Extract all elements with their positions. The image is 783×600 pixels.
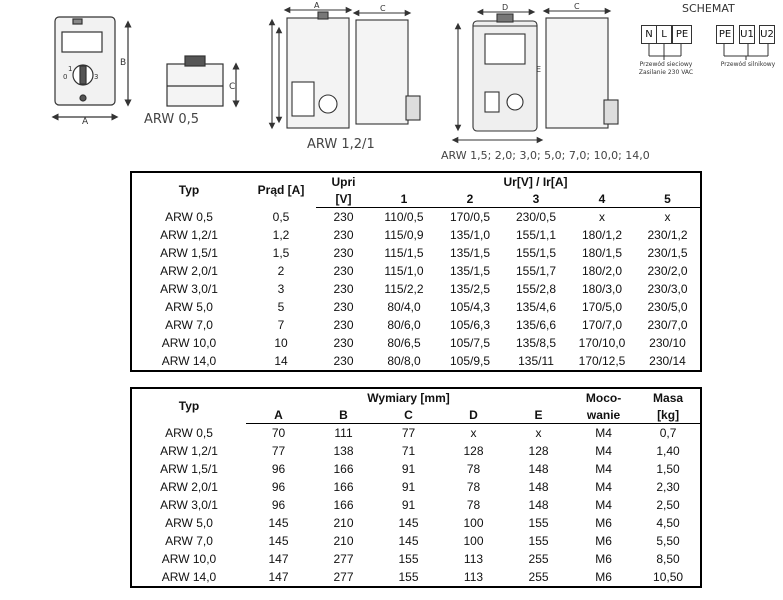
table-cell: 80/6,5 (387, 336, 421, 350)
dimensions-row (131, 442, 701, 460)
table-cell: 155 (398, 570, 419, 584)
header-dim-e: E (506, 406, 571, 424)
electrical-spec-rows (131, 208, 701, 372)
terminal-u1: U1 (739, 25, 755, 44)
row-type-cell: ARW 0,5 (165, 425, 213, 440)
dimensions-row (131, 478, 701, 496)
table-cell: 0,7 (659, 426, 677, 440)
table-cell: 5 (277, 300, 285, 314)
table-cell: 170/7,0 (581, 318, 623, 332)
row-type-cell: ARW 1,5/1 (160, 462, 218, 476)
table-cell: 230/5,0 (647, 300, 688, 314)
header-dim-d: D (441, 406, 506, 424)
schematic-title: SCHEMAT (682, 2, 735, 15)
table-cell: 96 (271, 462, 286, 476)
table-cell: 100 (463, 534, 484, 548)
table-cell: 230/2,0 (647, 264, 688, 278)
table-cell: 166 (333, 462, 354, 476)
table-cell: M4 (595, 498, 612, 512)
table-cell: 91 (401, 498, 416, 512)
table-cell: M4 (595, 480, 612, 494)
electrical-row (131, 244, 701, 262)
table-cell: 105/6,3 (449, 318, 491, 332)
supply-caption-1: Przewód sieciowy (639, 61, 693, 68)
dimensions-row (131, 532, 701, 550)
svg-text:C: C (229, 82, 236, 92)
table-cell: x (599, 210, 605, 224)
electrical-row (131, 208, 701, 227)
table-cell: 115/0,9 (384, 228, 424, 242)
table-cell: 230 (333, 354, 354, 368)
header-masa-2: [kg] (636, 406, 701, 424)
arw15-side-drawing (546, 11, 618, 128)
table-cell: 77 (401, 426, 416, 440)
table-cell: 230 (333, 210, 354, 224)
table-cell: 180/3,0 (581, 282, 623, 296)
table-cell: 277 (333, 552, 354, 566)
header-step-1: 1 (371, 190, 437, 208)
table-cell: 105/4,3 (449, 300, 491, 314)
table-cell: 230/3,0 (647, 282, 688, 296)
table-cell: 4,50 (656, 516, 680, 530)
table-cell: M6 (595, 570, 612, 584)
dimensions-row (131, 550, 701, 568)
table-cell: 230 (333, 318, 354, 332)
table-cell: 100 (463, 516, 484, 530)
table-cell: 210 (333, 516, 354, 530)
table-cell: 145 (268, 534, 289, 548)
row-type-cell: ARW 5,0 (165, 516, 213, 530)
svg-text:C: C (380, 4, 386, 13)
table-cell: 10,50 (653, 570, 684, 584)
table-cell: 180/1,2 (581, 228, 623, 242)
schematic-wiring (649, 43, 768, 60)
header-typ: Typ (178, 183, 200, 198)
row-type-cell: ARW 1,5/1 (160, 246, 218, 260)
header-dim-b: B (311, 406, 376, 424)
table-cell: 113 (463, 570, 484, 584)
table-cell: 128 (463, 444, 484, 458)
dim-label-a1: A (82, 117, 89, 127)
electrical-row (131, 298, 701, 316)
table-cell: 155/1,5 (515, 246, 557, 260)
table-cell: 135/4,6 (515, 300, 557, 314)
table-cell: M4 (595, 462, 612, 476)
supply-caption-2: Zasilanie 230 VAC (638, 69, 694, 76)
table-cell: 170/12,5 (578, 354, 626, 368)
electrical-row (131, 316, 701, 334)
arw05-front-drawing (55, 17, 128, 117)
electrical-spec-table (130, 171, 702, 372)
header-dim-a: A (246, 406, 311, 424)
table-cell: 155 (528, 516, 549, 530)
header-prad: Prąd [A] (257, 183, 305, 198)
row-type-cell: ARW 3,0/1 (160, 282, 218, 296)
header-step-4: 4 (569, 190, 635, 208)
table-cell: 210 (333, 534, 354, 548)
table-cell: 135/1,5 (449, 264, 491, 278)
electrical-row (131, 280, 701, 298)
table-cell: 148 (528, 480, 549, 494)
table-cell: 1,50 (656, 462, 680, 476)
table-cell: 230/0,5 (515, 210, 557, 224)
table-cell: 230 (333, 228, 354, 242)
table-cell: 105/9,5 (449, 354, 491, 368)
table-cell: 110/0,5 (384, 210, 424, 224)
dimensions-row (131, 424, 701, 443)
electrical-row (131, 226, 701, 244)
table-cell: 170/0,5 (449, 210, 491, 224)
table-cell: 1,2 (272, 228, 290, 242)
header-wymiary: Wymiary [mm] (367, 390, 450, 405)
technical-drawings (0, 0, 783, 168)
arw12-side-drawing (356, 13, 420, 124)
arw15-front-drawing (455, 12, 540, 140)
table-cell: 166 (333, 498, 354, 512)
terminal-pe-motor: PE (716, 25, 734, 44)
table-cell: 1,5 (272, 246, 290, 260)
table-cell: 170/10,0 (578, 336, 626, 350)
svg-text:D: D (502, 3, 509, 12)
motor-caption: Przewód silnikowy (720, 61, 776, 68)
table-cell: 14 (274, 354, 288, 368)
row-type-cell: ARW 1,2/1 (160, 228, 218, 242)
header-ur-ir: Ur[V] / Ir[A] (503, 174, 568, 189)
table-cell: 135/8,5 (515, 336, 557, 350)
svg-text:1: 1 (68, 65, 73, 73)
svg-text:C: C (574, 2, 580, 11)
table-cell: 113 (463, 552, 484, 566)
table-cell: 148 (528, 462, 549, 476)
table-cell: 230 (333, 300, 354, 314)
terminal-n: N (641, 25, 657, 44)
table-cell: 155 (528, 534, 549, 548)
table-cell: 135/1,0 (449, 228, 491, 242)
electrical-row (131, 334, 701, 352)
svg-text:E: E (536, 65, 542, 74)
table-cell: 1,40 (656, 444, 680, 458)
table-cell: 91 (401, 480, 416, 494)
table-cell: 115/1,0 (384, 264, 424, 278)
table-cell: 96 (271, 480, 286, 494)
table-cell: 230 (333, 336, 354, 350)
table-cell: 166 (333, 480, 354, 494)
table-cell: 230/1,2 (647, 228, 688, 242)
table-cell: 128 (528, 444, 549, 458)
table-cell: 255 (528, 570, 549, 584)
table-cell: 2,50 (656, 498, 680, 512)
dimensions-row (131, 496, 701, 514)
table-cell: 155/2,8 (515, 282, 557, 296)
table-cell: 155 (398, 552, 419, 566)
row-type-cell: ARW 14,0 (161, 570, 217, 584)
table-cell: 135/1,5 (449, 246, 491, 260)
table-cell: 80/6,0 (387, 318, 421, 332)
table-cell: 77 (271, 444, 286, 458)
dimensions-row (131, 568, 701, 587)
header-step-3: 3 (503, 190, 569, 208)
row-type-cell: ARW 2,0/1 (160, 264, 218, 278)
row-type-cell: ARW 5,0 (165, 300, 213, 314)
header-step-5: 5 (635, 190, 701, 208)
header-step-2: 2 (437, 190, 503, 208)
table-cell: 255 (528, 552, 549, 566)
row-type-cell: ARW 0,5 (165, 209, 213, 224)
table-cell: 155/1,1 (515, 228, 557, 242)
table-cell: 70 (271, 426, 286, 440)
table-cell: 2,30 (656, 480, 680, 494)
table-cell: M6 (595, 534, 612, 548)
arw12-front-drawing (272, 10, 349, 128)
dimensions-rows (131, 424, 701, 588)
table-cell: 78 (466, 480, 481, 494)
header-upri-unit: [V] (316, 190, 371, 208)
table-cell: 71 (401, 444, 416, 458)
table-cell: M4 (595, 426, 612, 440)
table-cell: 8,50 (656, 552, 680, 566)
table-cell: 135/2,5 (449, 282, 491, 296)
table-cell: 105/7,5 (449, 336, 491, 350)
table-cell: 135/6,6 (515, 318, 557, 332)
table-cell: M4 (595, 444, 612, 458)
table-cell: 230/7,0 (647, 318, 688, 332)
table-cell: x (470, 426, 477, 440)
row-type-cell: ARW 2,0/1 (160, 480, 218, 494)
table-cell: 115/2,2 (384, 282, 424, 296)
dimensions-row (131, 460, 701, 478)
svg-text:A: A (314, 1, 320, 10)
table-cell: 80/8,0 (387, 354, 421, 368)
table-cell: 230 (333, 246, 354, 260)
row-type-cell: ARW 10,0 (161, 552, 217, 566)
table-cell: 277 (333, 570, 354, 584)
table-cell: 135/11 (518, 354, 554, 368)
svg-text:3: 3 (94, 73, 99, 81)
electrical-row (131, 262, 701, 280)
table-cell: 111 (334, 426, 353, 440)
table-cell: 230 (333, 264, 354, 278)
table-cell: 78 (466, 498, 481, 512)
row-type-cell: ARW 10,0 (161, 336, 217, 350)
table-cell: 170/5,0 (581, 300, 623, 314)
table-cell: 230 (333, 282, 354, 296)
table-cell: x (664, 210, 671, 224)
table-cell: 115/1,5 (384, 246, 424, 260)
table-cell: 147 (268, 552, 289, 566)
table-cell: 138 (333, 444, 354, 458)
table-cell: 10 (274, 336, 288, 350)
header-moco-1: Moco- (585, 390, 622, 405)
table-cell: 5,50 (656, 534, 680, 548)
table-cell: 148 (528, 498, 549, 512)
header-masa-1: Masa (653, 390, 684, 405)
row-type-cell: ARW 7,0 (165, 534, 213, 548)
terminal-pe-supply: PE (672, 25, 692, 44)
table-cell: 180/1,5 (581, 246, 623, 260)
dim-label-b1: B (120, 58, 127, 68)
header-moco-2: wanie (571, 406, 636, 424)
table-cell: 230/10 (649, 336, 686, 350)
table-cell: 3 (277, 282, 285, 296)
caption-arw12: ARW 1,2/1 (307, 137, 375, 152)
table-cell: 80/4,0 (387, 300, 421, 314)
header-typ-2: Typ (178, 399, 200, 414)
arw05-side-drawing (167, 56, 236, 106)
table-cell: 91 (401, 462, 416, 476)
terminal-u2: U2 (759, 25, 775, 44)
table-cell: M6 (595, 516, 612, 530)
table-cell: 78 (466, 462, 481, 476)
table-cell: 145 (268, 516, 289, 530)
table-cell: 7 (277, 318, 285, 332)
table-cell: 155/1,7 (515, 264, 557, 278)
table-cell: x (535, 426, 542, 440)
table-cell: 230/1,5 (647, 246, 688, 260)
header-dim-c: C (376, 406, 441, 424)
caption-arw15-series: ARW 1,5; 2,0; 3,0; 5,0; 7,0; 10,0; 14,0 (441, 149, 650, 162)
row-type-cell: ARW 3,0/1 (160, 498, 218, 512)
table-cell: 145 (398, 516, 419, 530)
dimensions-table (130, 387, 702, 588)
svg-text:0: 0 (63, 73, 68, 81)
row-type-cell: ARW 1,2/1 (160, 444, 218, 458)
caption-arw05: ARW 0,5 (144, 112, 200, 127)
table-cell: M6 (595, 552, 612, 566)
electrical-row (131, 352, 701, 371)
table-cell: 180/2,0 (581, 264, 623, 278)
table-cell: 147 (268, 570, 289, 584)
row-type-cell: ARW 14,0 (161, 354, 217, 368)
table-cell: 96 (271, 498, 286, 512)
table-cell: 0,5 (272, 209, 290, 224)
dimensions-row (131, 514, 701, 532)
terminal-l: L (656, 25, 672, 44)
row-type-cell: ARW 7,0 (165, 318, 213, 332)
table-cell: 2 (277, 264, 285, 278)
table-cell: 145 (398, 534, 419, 548)
table-cell: 230/14 (649, 354, 686, 368)
header-upri: Upri (331, 174, 356, 189)
